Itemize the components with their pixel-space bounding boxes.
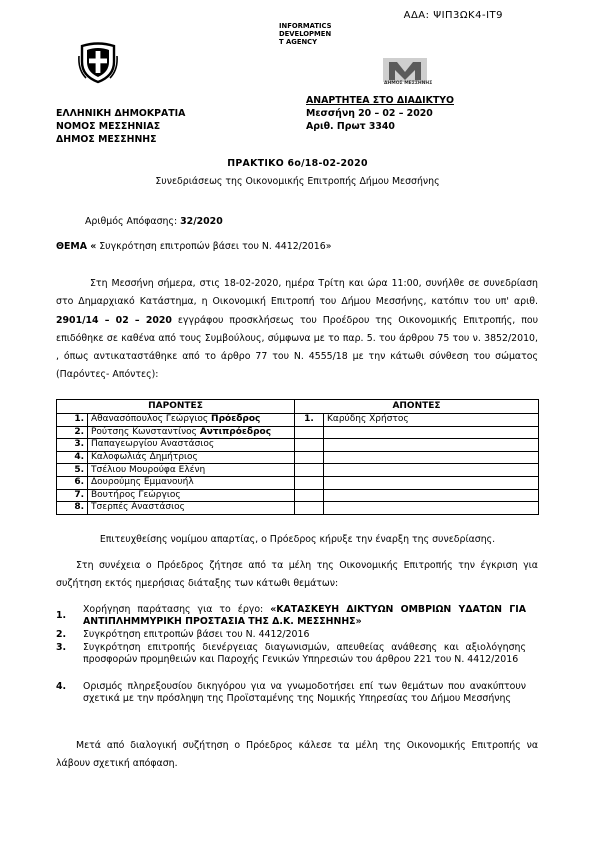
present-number: 6. xyxy=(57,476,88,489)
subject-line xyxy=(56,241,331,252)
country-name: ΕΛΛΗΝΙΚΗ ΔΗΜΟΚΡΑΤΙΑ xyxy=(56,108,186,119)
municipality-logo-icon xyxy=(383,58,427,82)
subject-text: Συγκρότηση επιτροπών βάσει του Ν. 4412/2016» xyxy=(96,241,332,252)
absent-member xyxy=(324,476,539,489)
quorum-statement: Επιτευχθείσης νομίμου απαρτίας, ο Πρόεδρος κήρυξε την έναρξη της συνεδρίασης. xyxy=(99,534,496,545)
present-member: Τσέλιου Μουρούφα Ελένη xyxy=(88,464,295,477)
absent-number xyxy=(295,439,324,452)
present-number: 7. xyxy=(57,489,88,502)
table-row xyxy=(57,451,539,464)
absent-member xyxy=(324,464,539,477)
table-row xyxy=(57,502,539,515)
present-number: 2. xyxy=(57,426,88,439)
absent-number xyxy=(295,489,324,502)
present-header: ΠΑΡΟΝΤΕΣ xyxy=(57,400,295,414)
present-member: Ρούτσης Κωνσταντίνος Αντιπρόεδρος xyxy=(88,426,295,439)
absent-number xyxy=(295,426,324,439)
table-row xyxy=(57,426,539,439)
absent-member xyxy=(324,426,539,439)
greek-emblem-icon xyxy=(78,40,118,84)
agency-name: INFORMATICS DEVELOPMEN T AGENCY xyxy=(279,22,332,46)
ada-code: ΑΔΑ: ΨΙΠ3ΩΚ4-ΙΤ9 xyxy=(403,10,503,21)
municipality-name: ΔΗΜΟΣ ΜΕΣΣΗΝΗΣ xyxy=(56,134,157,145)
decision-label: Αριθμός Απόφασης: xyxy=(85,216,178,227)
absent-number: 1. xyxy=(295,414,324,427)
absent-header: ΑΠΟΝΤΕΣ xyxy=(295,400,539,414)
date-protocol-block xyxy=(306,107,433,133)
invitation-reference: 2901/14 – 02 – 2020 xyxy=(56,314,172,326)
absent-number xyxy=(295,502,324,515)
table-row xyxy=(57,439,539,452)
absent-number xyxy=(295,464,324,477)
present-member: Καλοφωλιάς Δημήτριος xyxy=(88,451,295,464)
absent-member xyxy=(324,489,539,502)
table-row xyxy=(57,414,539,427)
attendance-table xyxy=(56,399,539,515)
decision-number xyxy=(85,216,223,227)
present-member: Αθανασόπουλος Γεώργιος Πρόεδρος xyxy=(88,414,295,427)
subject-label: ΘΕΜΑ « xyxy=(56,241,97,252)
agenda-intro: Στη συνέχεια ο Πρόεδρος ζήτησε από τα μέλη της Οικονομικής Επιτροπής την έγκριση για συζήτηση εκτός ημερήσιας διάταξης των κάτωθι θεμάτων: xyxy=(56,560,538,590)
table-row xyxy=(57,489,539,502)
intro-paragraph: Στη Μεσσήνη σήμερα, στις 18-02-2020, ημέρα Τρίτη και ώρα 11:00, συνήλθε σε συνεδρίαση στο Δημαρχιακό Κατάστημα, η Οικονομική Επιτροπή του Δήμου Μεσσήνης, κατόπιν του υπ' αριθ. 2901/14 – 02 – 2020 εγγράφου προσκλήσεως του Προέδρου της Οικονομικής Επιτροπής, που επιδόθηκε σε καθένα από τους Συμβούλους, σύμφωνα με το παρ. 5. του άρθρου 75 του ν. 3852/2010, , όπως αντικαταστάθηκε από το άρθρο 77 του Ν. 4555/18 με την κάτωθι σύνθεση του σώματος (Παρόντες- Απόντες): xyxy=(56,278,538,381)
present-number: 5. xyxy=(57,464,88,477)
closing-paragraph: Μετά από διαλογική συζήτηση ο Πρόεδρος κάλεσε τα μέλη της Οικονομικής Επιτροπής να λάβουν σχετική απόφαση. xyxy=(56,740,538,770)
absent-member xyxy=(324,451,539,464)
absent-member xyxy=(324,439,539,452)
absent-number xyxy=(295,451,324,464)
absent-member: Καρύδης Χρήστος xyxy=(324,414,539,427)
prefecture-name: ΝΟΜΟΣ ΜΕΣΣΗΝΙΑΣ xyxy=(56,121,161,132)
absent-number xyxy=(295,476,324,489)
decision-value: 32/2020 xyxy=(180,216,223,227)
protocol-number: Αριθ. Πρωτ 3340 xyxy=(306,121,395,132)
table-row xyxy=(57,464,539,477)
municipality-logo-label: ΔΗΜΟΣ ΜΕΣΣΗΝΗΣ xyxy=(384,81,433,86)
minutes-title: ΠΡΑΚΤΙΚΟ 6ο/18-02-2020 xyxy=(227,158,368,169)
place-date: Μεσσήνη 20 – 02 – 2020 xyxy=(306,108,433,119)
posting-note: ΑΝΑΡΤΗΤΕΑ ΣΤΟ ΔΙΑΔΙΚΤΥΟ xyxy=(306,95,454,106)
present-number: 4. xyxy=(57,451,88,464)
table-row xyxy=(57,476,539,489)
present-number: 8. xyxy=(57,502,88,515)
present-member: Βουτήρος Γεώργιος xyxy=(88,489,295,502)
present-member: Δουρούμης Εμμανουήλ xyxy=(88,476,295,489)
present-member: Παπαγεωργίου Αναστάσιος xyxy=(88,439,295,452)
absent-member xyxy=(324,502,539,515)
minutes-subtitle: Συνεδριάσεως της Οικονομικής Επιτροπής Δήμου Μεσσήνης xyxy=(155,176,440,187)
present-number: 1. xyxy=(57,414,88,427)
present-number: 3. xyxy=(57,439,88,452)
present-member: Τσερπές Αναστάσιος xyxy=(88,502,295,515)
issuer-header xyxy=(56,107,185,146)
